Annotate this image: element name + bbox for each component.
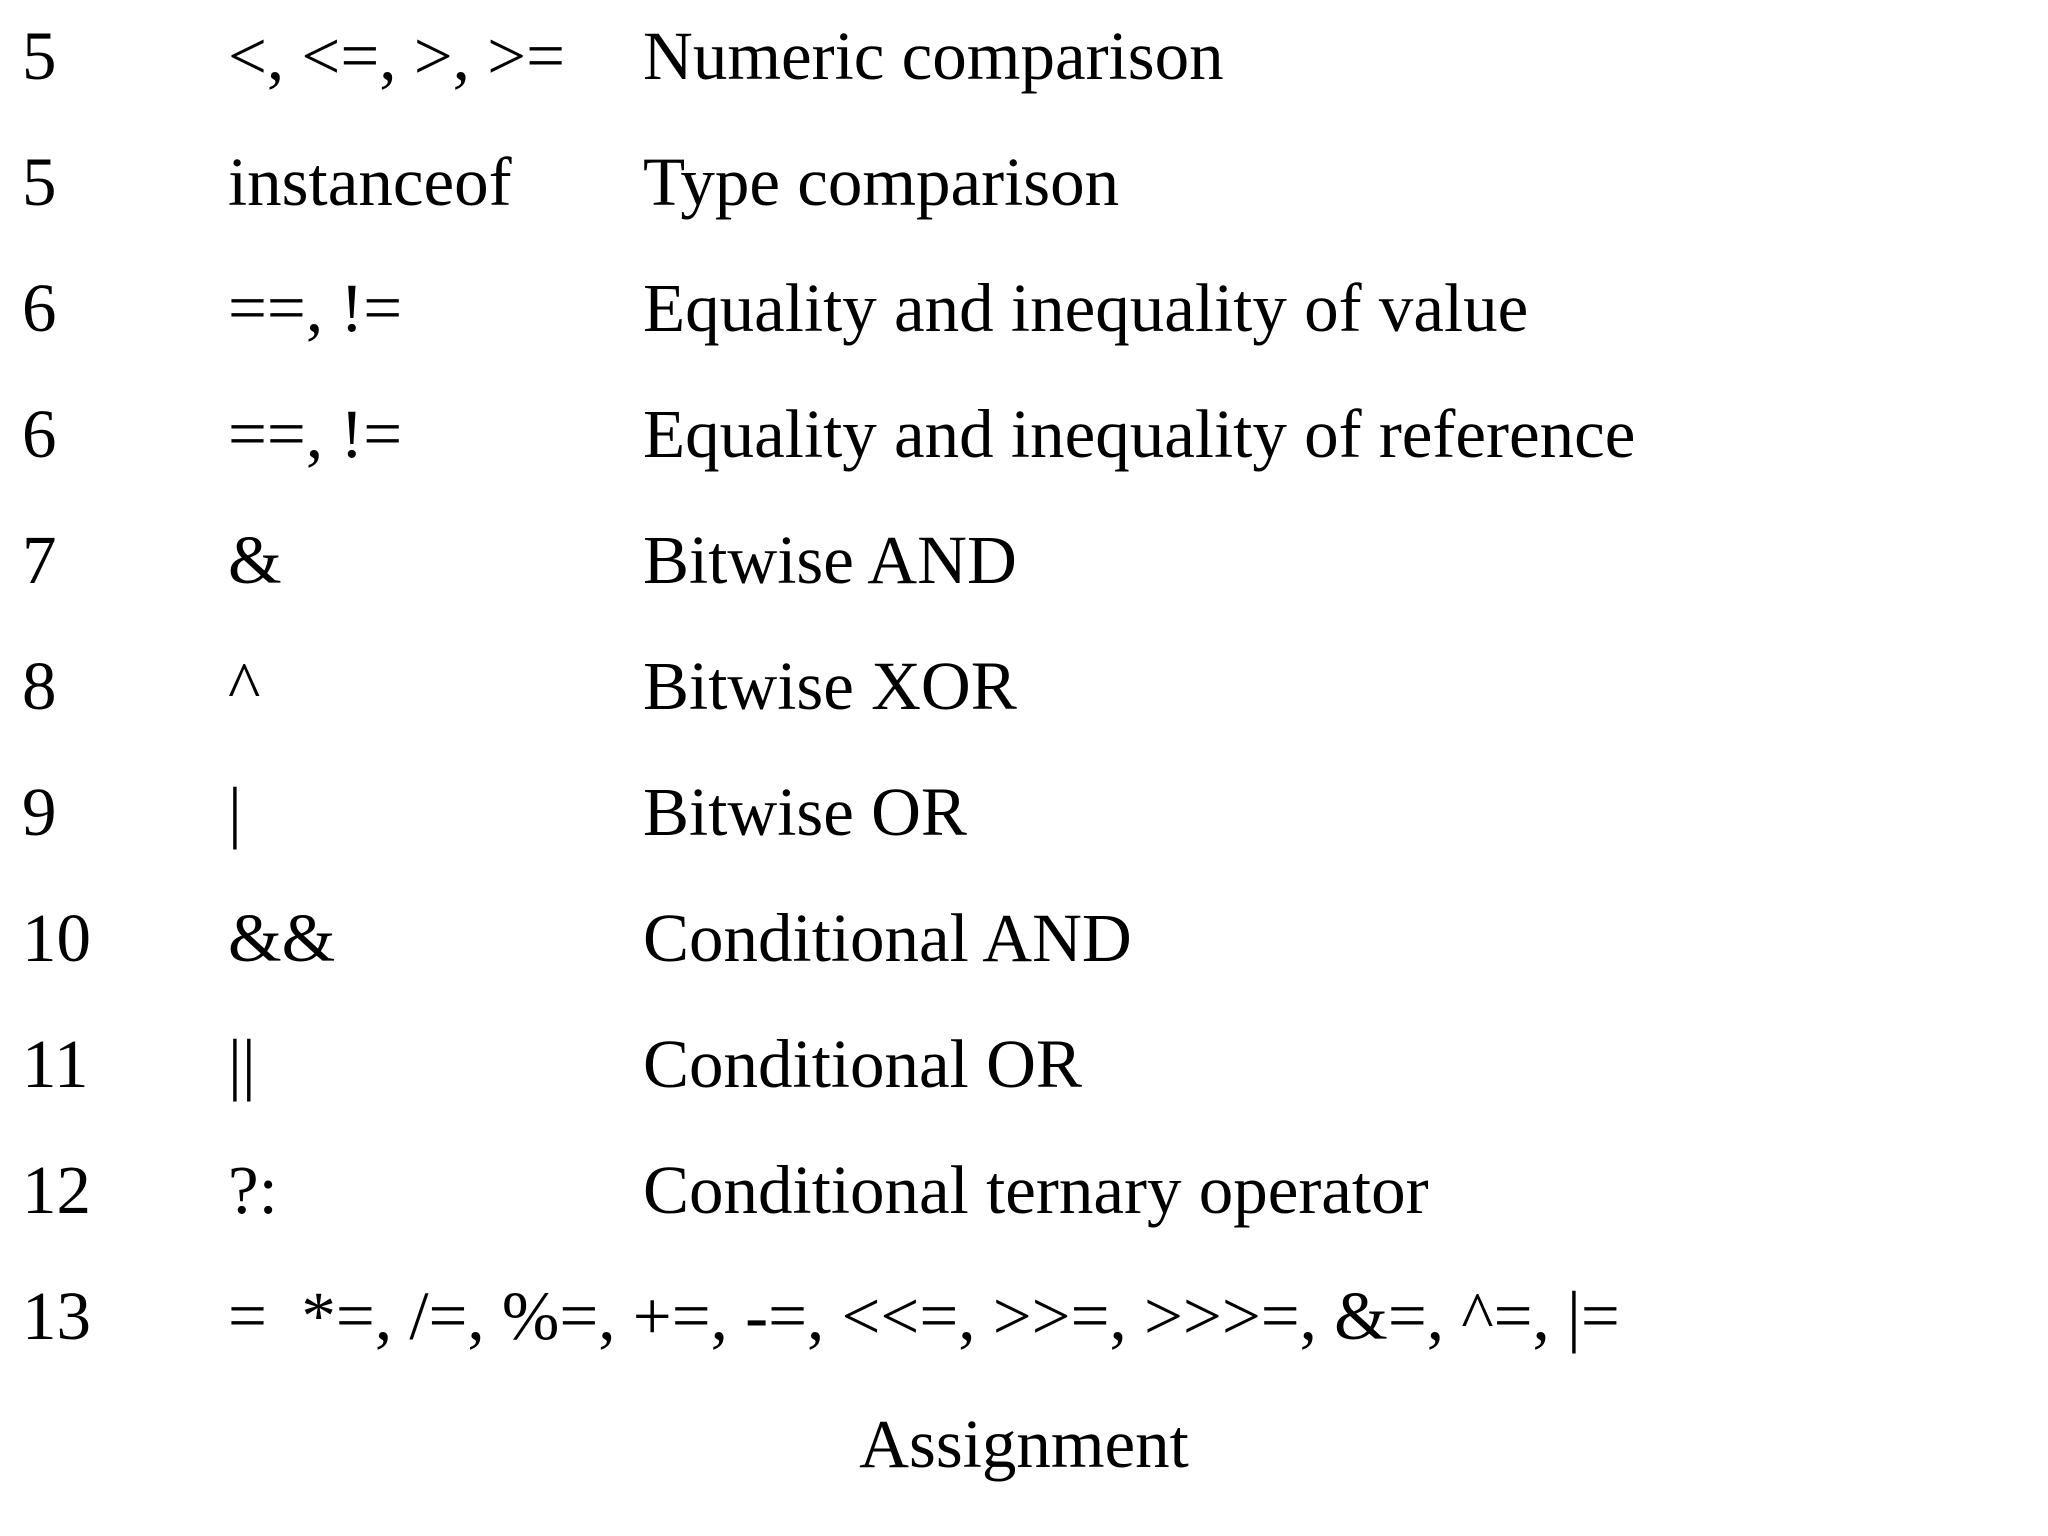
operator-cell: ||	[228, 1026, 256, 1102]
table-row	[0, 630, 2048, 756]
table-row	[0, 756, 2048, 882]
operator-cell: <, <=, >, >=	[228, 18, 565, 94]
description-cell: Conditional ternary operator	[643, 1152, 1429, 1228]
description-cell: Numeric comparison	[643, 18, 1224, 94]
precedence-cell: 6	[22, 270, 57, 346]
operator-cell: ?:	[228, 1152, 278, 1228]
table-row	[0, 252, 2048, 378]
table-row	[0, 882, 2048, 1008]
description-cell: Type comparison	[643, 144, 1120, 220]
operator-cell: = *=, /=, %=, +=, -=, <<=, >>=, >>>=, &=, ^=, |=	[228, 1278, 1620, 1354]
precedence-cell: 9	[22, 774, 57, 850]
operator-cell: ==, !=	[228, 396, 403, 472]
table-row	[0, 1008, 2048, 1134]
description-cell: Conditional AND	[643, 900, 1132, 976]
table-row	[0, 126, 2048, 252]
description-cell: Bitwise AND	[643, 522, 1017, 598]
description-cell: Equality and inequality of reference	[643, 396, 1636, 472]
table-row	[0, 1134, 2048, 1260]
precedence-cell: 11	[22, 1026, 89, 1102]
description-cell: Conditional OR	[643, 1026, 1082, 1102]
precedence-cell: 8	[22, 648, 57, 724]
operator-cell: instanceof	[228, 144, 512, 220]
operator-cell: &	[228, 522, 282, 598]
precedence-cell: 13	[22, 1278, 91, 1354]
precedence-cell: 5	[22, 18, 57, 94]
table-row	[0, 1260, 2048, 1386]
precedence-cell: 5	[22, 144, 57, 220]
precedence-cell: 12	[22, 1152, 91, 1228]
operator-cell: &&	[228, 900, 336, 976]
operator-cell: ==, !=	[228, 270, 403, 346]
description-cell: Equality and inequality of value	[643, 270, 1529, 346]
table-row	[0, 504, 2048, 630]
description-cell: Bitwise XOR	[643, 648, 1017, 724]
table-row	[0, 0, 2048, 126]
precedence-cell: 10	[22, 900, 91, 976]
description-cell: Assignment	[859, 1406, 1189, 1482]
table-row	[0, 378, 2048, 504]
precedence-cell: 6	[22, 396, 57, 472]
description-cell: Bitwise OR	[643, 774, 967, 850]
precedence-cell: 7	[22, 522, 57, 598]
operator-cell: |	[228, 774, 242, 850]
operator-cell: ^	[228, 648, 261, 724]
